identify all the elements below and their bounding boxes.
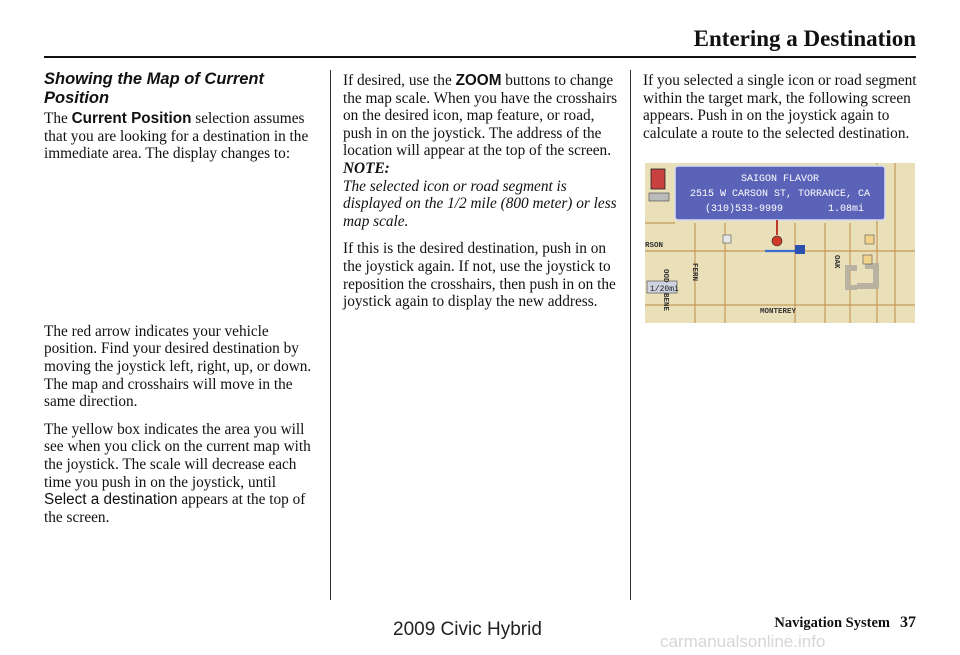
header-rule — [44, 56, 916, 58]
poi-shield-icon — [795, 245, 805, 254]
paragraph-zoom — [343, 72, 618, 160]
section-title: Showing the Map of Current Position — [44, 70, 264, 107]
column-2 — [343, 72, 618, 311]
page-number: 37 — [900, 614, 916, 631]
compass-icon — [649, 193, 669, 201]
ui-term-select-destination: Select a destination — [44, 491, 178, 509]
column-divider-2 — [630, 70, 631, 600]
text: The yellow box indicates the area you will see when you click on the current map with the joystick. The scale will decrease each time you push in on the joystick, until — [44, 420, 311, 491]
popup-address: 2515 W CARSON ST, TORRANCE, CA — [689, 189, 871, 200]
ui-term-current-position: Current Position — [71, 110, 192, 127]
street-wood: OOD — [661, 269, 669, 283]
watermark-model: 2009 Civic Hybrid — [393, 619, 542, 640]
street-oak: OAK — [832, 255, 840, 269]
text: selection assumes that you are looking for a destination in the immediate area. The display changes to: — [44, 110, 309, 163]
map-screenshot — [645, 163, 915, 323]
paragraph-current-position — [44, 110, 314, 163]
paragraph-red-arrow: The red arrow indicates your vehicle position. Find your desired destination by moving the joystick left, right, up, or down. The map and crosshairs will move in the same direction. — [44, 322, 312, 411]
popup-name: SAIGON FLAVOR — [740, 174, 820, 185]
poi-home-icon-2 — [863, 255, 872, 264]
paragraph-desired-destination: If this is the desired destination, push in on the joystick again. If not, use the joystick to reposition the crosshairs, then push in on the joystick again to display the new address. — [343, 240, 616, 311]
column-divider-1 — [330, 70, 331, 600]
page-footer — [774, 614, 916, 632]
watermark-site: carmanualsonline.info — [660, 632, 826, 651]
popup-phone: (310)533-9999 — [705, 204, 784, 215]
text: buttons to change the map scale. When you have the crosshairs on the desired icon, map feature, or road, push in on the joystick. The address of the location will appear at the top of the screen. — [343, 72, 618, 160]
ui-term-zoom: ZOOM — [455, 72, 502, 89]
popup-distance: 1.08mi — [828, 204, 865, 215]
footer-section: Navigation System — [774, 615, 890, 631]
north-arrow-icon — [651, 169, 665, 189]
note-heading: NOTE: — [343, 159, 390, 177]
text: The — [44, 110, 72, 127]
destination-marker-icon — [772, 236, 782, 246]
note-text: The selected icon or road segment is displayed on the 1/2 mile (800 meter) or less map scale. — [343, 177, 617, 230]
street-bene: BENE — [661, 293, 669, 312]
street-fern: FERN — [690, 263, 698, 282]
paragraph-single-icon: If you selected a single icon or road segment within the target mark, the following screen appears. Push in on the joystick again to calculate a route to the selected destination. — [643, 72, 917, 142]
poi-square-icon — [723, 235, 731, 243]
paragraph-yellow-box — [44, 421, 314, 527]
page-header-title: Entering a Destination — [693, 26, 916, 51]
text: If desired, use the — [343, 72, 456, 89]
column-1 — [44, 70, 314, 526]
street-monterey: MONTEREY — [760, 308, 797, 316]
text: appears at the top of the screen. — [44, 491, 306, 526]
scale-label: 1/20mi — [650, 285, 679, 294]
column-3 — [643, 72, 918, 142]
street-carson: RSON — [645, 242, 664, 250]
poi-home-icon — [865, 235, 874, 244]
